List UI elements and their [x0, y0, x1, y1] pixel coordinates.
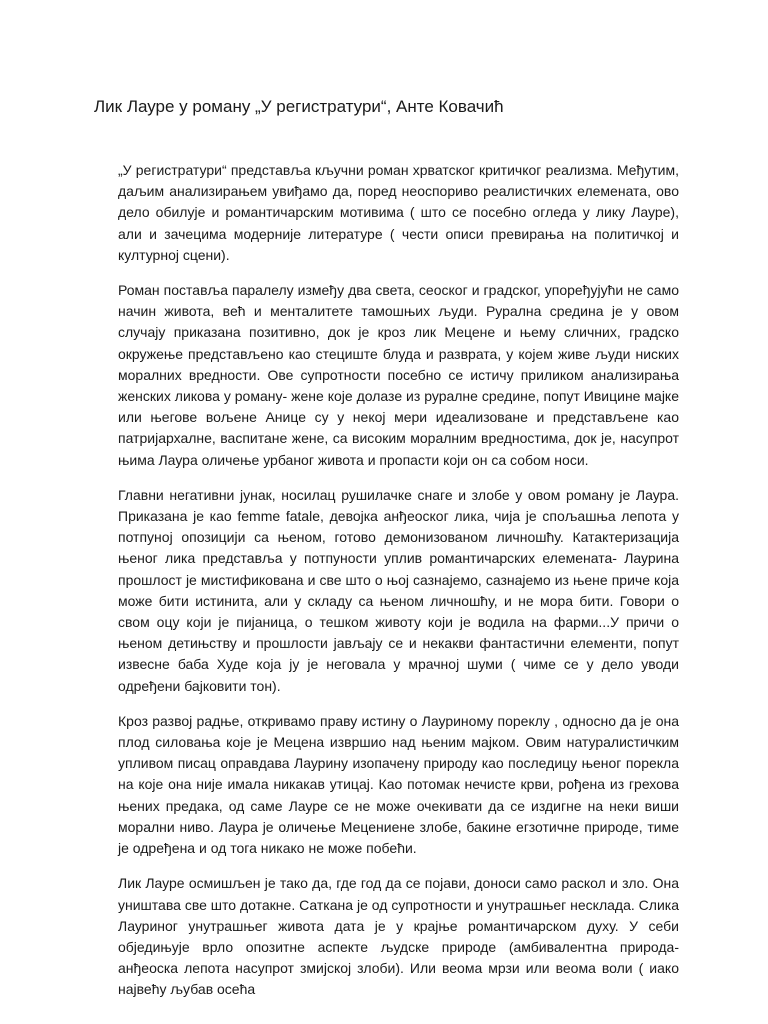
document-title: Лик Лауре у роману „У регистратури“, Анте Ковачић: [94, 97, 504, 116]
document-body: [118, 160, 679, 1015]
paragraph: Главни негативни јунак, носилац рушилачке снаге и злобе у овом роману је Лаура. Приказана је као femme fatale, девојка анђеоског лика, чија је спољашња лепота у потпуној опозицији са њеном, готово демонизованом личношћу. Катактеризација њеног лика представља у потпуности уплив романтичарских елемената- Лаурина прошлост је мистификована и све што о њој сазнајемо, сазнајемо из њене приче која може бити истинита, али у складу са њеном личношћу, и не мора бити. Говори о свом оцу који је пијаница, о тешком животу који је водила на фарми...У причи о њеном детињству и прошлости јављају се и некакви фантастични елементи, попут извесне баба Худе која ју је неговала у мрачној шуми ( чиме се у дело уводи одређени бајковити тон).: [118, 486, 679, 694]
paragraph: Роман поставља паралелу између два света, сеоског и градског, упоређујући не само начин живота, већ и менталитете тамошњих људи. Рурална средина је у овом случају приказана позитивно, док је кроз лик Мецене и њему сличних, градско окружење представљено као стециште блуда и разврата, у којем живе људи ниских моралних вредности. Ове супротности посебно се истичу приликом анализирања женских ликова у роману- жене које долазе из руралне средине, попут Ивицине мајке или његове вољене Анице су у некој мери идеализоване и представљене као патријархалне, васпитане жене, са високим моралним вредностима, док је, насупрот њима Лаура оличење урбаног живота и пропасти који он са собом носи.: [118, 282, 679, 468]
paragraph: Лик Лауре осмишљен је тако да, где год да се појави, доноси само раскол и зло. Она уништава све што дотакне. Саткана је од супротности и унутрашњег несклада. Слика Лауриног унутрашњег живота дата је у крајње романтичарском духу. У себи обједињује врло опозитне аспекте људске природе (амбивалентна природа- анђеоска лепота насупрот змијској злоби). Или веома мрзи или веома воли ( иако највећу љубав осећа: [118, 875, 679, 998]
paragraph: „У регистратури“ представља кључни роман хрватског критичког реализма. Међутим, даљим анализирањем увиђамо да, поред неоспориво реалистичких елемената, ово дело обилује и романтичарским мотивима ( што се посебно огледа у лику Лауре), али и зачецима модерније литературе ( чести описи превирања на политичкој и културној сцени).: [118, 162, 679, 263]
paragraph: Кроз развој радње, откривамо праву истину о Лауриному пореклу , односно да је она плод силовања које је Мецена извршио над њеним мајком. Овим натуралистичким упливом писац оправдава Лаурину изопачену природу као последицу њеног порекла на које она није имала никакав утицај. Као потомак нечисте крви, рођена из грехова њених предака, од саме Лауре се не може очекивати да се издигне на неки виши морални ниво. Лаура је оличење Мецениене злобе, бакине егзотичне природе, тиме је одређена и од тога никако не може побећи.: [118, 712, 679, 857]
